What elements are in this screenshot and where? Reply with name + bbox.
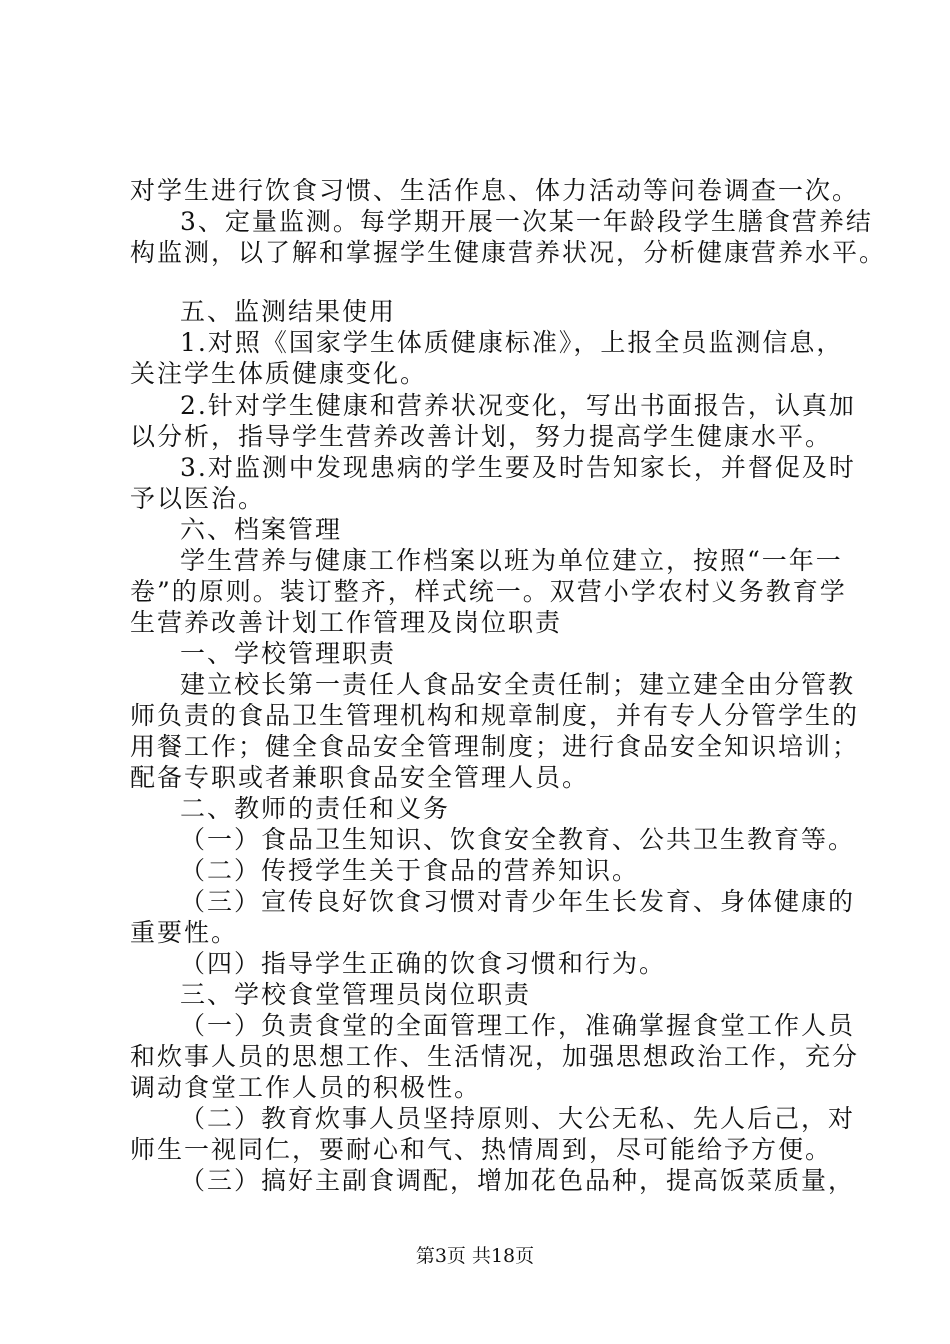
text-line: 建立校长第一责任人食品安全责任制；建立建全由分管教 bbox=[180, 670, 856, 699]
text-line: 关注学生体质健康变化。 bbox=[130, 359, 428, 388]
text-line: （二）教育炊事人员坚持原则、大公无私、先人后己，对 bbox=[180, 1104, 856, 1133]
text-line: 学生营养与健康工作档案以班为单位建立，按照“一年一 bbox=[180, 546, 843, 575]
section-heading: 二、教师的责任和义务 bbox=[180, 794, 451, 823]
text-line: 卷”的原则。装订整齐，样式统一。双营小学农村义务教育学 bbox=[130, 577, 847, 606]
text-line: 1.对照《国家学生体质健康标准》，上报全员监测信息， bbox=[180, 328, 844, 357]
page-number-footer: 第3页 共18页 bbox=[415, 1245, 535, 1267]
text-line: （二）传授学生关于食品的营养知识。 bbox=[180, 856, 640, 885]
text-line: 对学生进行饮食习惯、生活作息、体力活动等问卷调查一次。 bbox=[130, 176, 860, 205]
text-line: 以分析，指导学生营养改善计划，努力提高学生健康水平。 bbox=[130, 422, 833, 451]
section-heading: 三、学校食堂管理员岗位职责 bbox=[180, 980, 532, 1009]
text-line: （四）指导学生正确的饮食习惯和行为。 bbox=[180, 949, 667, 978]
text-line: 3、定量监测。每学期开展一次某一年龄段学生膳食营养结 bbox=[180, 207, 873, 236]
text-line: （一）食品卫生知识、饮食安全教育、公共卫生教育等。 bbox=[180, 825, 856, 854]
text-line: 构监测，以了解和掌握学生健康营养状况，分析健康营养水平。 bbox=[130, 238, 887, 267]
text-line: （一）负责食堂的全面管理工作，准确掌握食堂工作人员 bbox=[180, 1011, 856, 1040]
section-heading: 六、档案管理 bbox=[180, 515, 343, 544]
text-line: 重要性。 bbox=[130, 918, 239, 947]
section-heading: 一、学校管理职责 bbox=[180, 639, 397, 668]
text-line: （三）搞好主副食调配，增加花色品种，提高饭菜质量， bbox=[180, 1166, 856, 1195]
text-line: 配备专职或者兼职食品安全管理人员。 bbox=[130, 763, 590, 792]
text-line: 师生一视同仁，要耐心和气、热情周到，尽可能给予方便。 bbox=[130, 1135, 833, 1164]
text-line: 用餐工作；健全食品安全管理制度；进行食品安全知识培训； bbox=[130, 732, 860, 761]
text-line: 生营养改善计划工作管理及岗位职责 bbox=[130, 608, 563, 637]
text-line: 调动食堂工作人员的积极性。 bbox=[130, 1073, 482, 1102]
text-line: 和炊事人员的思想工作、生活情况，加强思想政治工作，充分 bbox=[130, 1042, 860, 1071]
text-line: 2.针对学生健康和营养状况变化，写出书面报告，认真加 bbox=[180, 391, 856, 420]
text-line: 3.对监测中发现患病的学生要及时告知家长，并督促及时 bbox=[180, 453, 856, 482]
text-line: （三）宣传良好饮食习惯对青少年生长发育、身体健康的 bbox=[180, 887, 856, 916]
text-line: 予以医治。 bbox=[130, 484, 266, 513]
text-line: 师负责的食品卫生管理机构和规章制度，并有专人分管学生的 bbox=[130, 701, 860, 730]
section-heading: 五、监测结果使用 bbox=[180, 297, 397, 326]
